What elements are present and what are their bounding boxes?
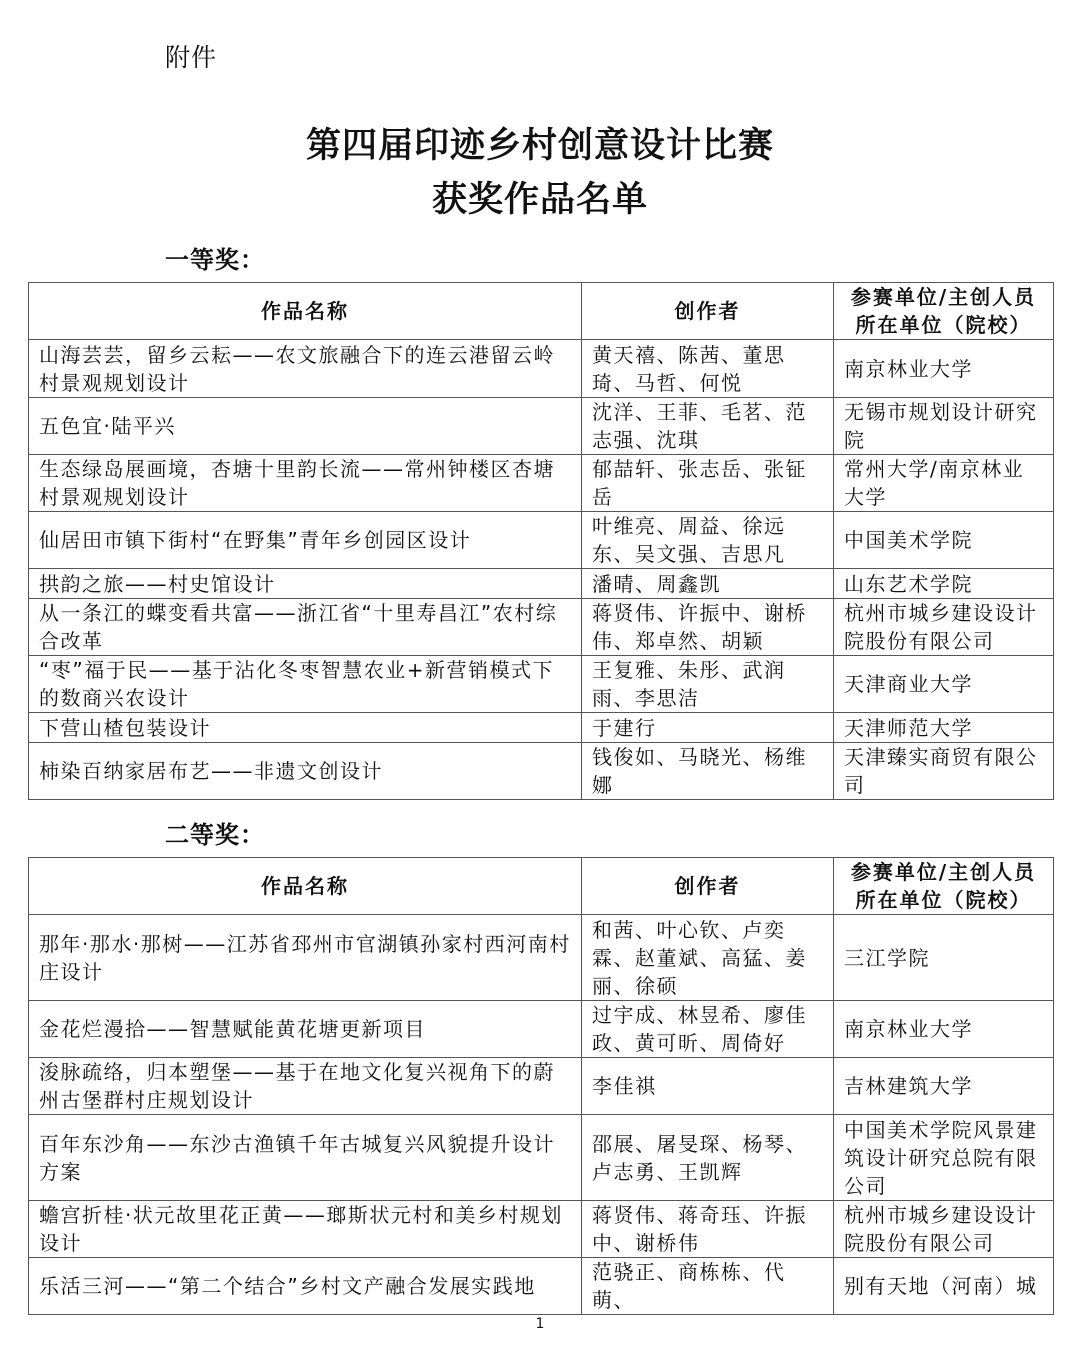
author: 郁喆轩、张志岳、张钲岳 <box>582 455 834 512</box>
author: 邵展、屠旻琛、杨琴、卢志勇、王凯辉 <box>582 1115 834 1201</box>
author: 蒋贤伟、许振中、谢桥伟、郑卓然、胡颖 <box>582 599 834 656</box>
author: 叶维亮、周益、徐远东、吴文强、吉思凡 <box>582 512 834 569</box>
work-name: 浚脉疏络，归本塑堡——基于在地文化复兴视角下的蔚州古堡群村庄规划设计 <box>29 1058 582 1115</box>
work-name: 那年·那水·那树——江苏省邳州市官湖镇孙家村西河南村庄设计 <box>29 915 582 1001</box>
table-row <box>29 398 1054 455</box>
unit: 天津师范大学 <box>834 713 1054 743</box>
table-row <box>29 713 1054 743</box>
work-name: 山海芸芸，留乡云耘——农文旅融合下的连云港留云岭村景观规划设计 <box>29 340 582 398</box>
author: 钱俊如、马晓光、杨维娜 <box>582 743 834 800</box>
table-row <box>29 512 1054 569</box>
table-header-row <box>29 283 1054 340</box>
unit: 吉林建筑大学 <box>834 1058 1054 1115</box>
unit: 杭州市城乡建设设计院股份有限公司 <box>834 599 1054 656</box>
table-row <box>29 656 1054 713</box>
unit: 常州大学/南京林业大学 <box>834 455 1054 512</box>
unit: 无锡市规划设计研究院 <box>834 398 1054 455</box>
second-prize-heading: 二等奖： <box>165 821 265 849</box>
second-prize-table <box>28 857 1054 1315</box>
unit: 南京林业大学 <box>834 1001 1054 1058</box>
author: 于建行 <box>582 713 834 743</box>
unit: 天津商业大学 <box>834 656 1054 713</box>
page-number: 1 <box>535 1316 545 1332</box>
author: 范骁正、商栋栋、代萌、 <box>582 1258 834 1315</box>
table-row <box>29 599 1054 656</box>
unit: 杭州市城乡建设设计院股份有限公司 <box>834 1201 1054 1258</box>
work-name: 下营山楂包装设计 <box>29 713 582 743</box>
document-subtitle: 获奖作品名单 <box>431 180 648 220</box>
header-work-name: 作品名称 <box>29 858 582 915</box>
work-name: 拱韵之旅——村史馆设计 <box>29 569 582 599</box>
work-name: “枣”福于民——基于沾化冬枣智慧农业+新营销模式下的数商兴农设计 <box>29 656 582 713</box>
author: 过宇成、林昱希、廖佳政、黄可昕、周倚好 <box>582 1001 834 1058</box>
work-name: 从一条江的蝶变看共富——浙江省“十里寿昌江”农村综合改革 <box>29 599 582 656</box>
unit: 三江学院 <box>834 915 1054 1001</box>
attachment-label: 附件 <box>165 43 218 72</box>
header-unit-line1: 参赛单位/主创人员 <box>850 285 1037 309</box>
author: 黄天禧、陈茜、董思琦、马哲、何悦 <box>582 340 834 398</box>
table-row <box>29 455 1054 512</box>
first-prize-heading: 一等奖： <box>165 246 265 274</box>
header-author: 创作者 <box>582 283 834 340</box>
unit: 别有天地（河南）城 <box>834 1258 1054 1315</box>
header-unit <box>834 858 1054 915</box>
table-row <box>29 1001 1054 1058</box>
table-row <box>29 743 1054 800</box>
table-row <box>29 1058 1054 1115</box>
work-name: 柿染百纳家居布艺——非遗文创设计 <box>29 743 582 800</box>
work-name: 五色宜·陆平兴 <box>29 398 582 455</box>
unit: 中国美术学院风景建筑设计研究总院有限公司 <box>834 1115 1054 1201</box>
unit: 南京林业大学 <box>834 340 1054 398</box>
table-row <box>29 1258 1054 1315</box>
header-unit-line2: 所在单位（院校） <box>855 313 1032 337</box>
document-title: 第四届印迹乡村创意设计比赛 <box>305 126 774 166</box>
table-row <box>29 1201 1054 1258</box>
header-unit <box>834 283 1054 340</box>
work-name: 乐活三河——“第二个结合”乡村文产融合发展实践地 <box>29 1258 582 1315</box>
work-name: 金花烂漫拾——智慧赋能黄花塘更新项目 <box>29 1001 582 1058</box>
author: 王复雅、朱彤、武润雨、李思洁 <box>582 656 834 713</box>
unit: 天津臻实商贸有限公司 <box>834 743 1054 800</box>
first-prize-table <box>28 282 1054 800</box>
author: 和茜、叶心钦、卢奕霖、赵董斌、高猛、姜丽、徐硕 <box>582 915 834 1001</box>
author: 沈洋、王菲、毛茗、范志强、沈琪 <box>582 398 834 455</box>
header-unit-line1: 参赛单位/主创人员 <box>850 860 1037 884</box>
author: 李佳祺 <box>582 1058 834 1115</box>
unit: 中国美术学院 <box>834 512 1054 569</box>
header-work-name: 作品名称 <box>29 283 582 340</box>
work-name: 生态绿岛展画境，杏塘十里韵长流——常州钟楼区杏塘村景观规划设计 <box>29 455 582 512</box>
table-row <box>29 1115 1054 1201</box>
work-name: 蟾宫折桂·状元故里花正黄——瑯斯状元村和美乡村规划设计 <box>29 1201 582 1258</box>
table-row <box>29 915 1054 1001</box>
work-name: 仙居田市镇下街村“在野集”青年乡创园区设计 <box>29 512 582 569</box>
table-row <box>29 569 1054 599</box>
table-header-row <box>29 858 1054 915</box>
header-author: 创作者 <box>582 858 834 915</box>
unit: 山东艺术学院 <box>834 569 1054 599</box>
work-name: 百年东沙角——东沙古渔镇千年古城复兴风貌提升设计方案 <box>29 1115 582 1201</box>
author: 潘晴、周鑫凯 <box>582 569 834 599</box>
header-unit-line2: 所在单位（院校） <box>855 888 1032 912</box>
table-row <box>29 340 1054 398</box>
author: 蒋贤伟、蒋奇珏、许振中、谢桥伟 <box>582 1201 834 1258</box>
